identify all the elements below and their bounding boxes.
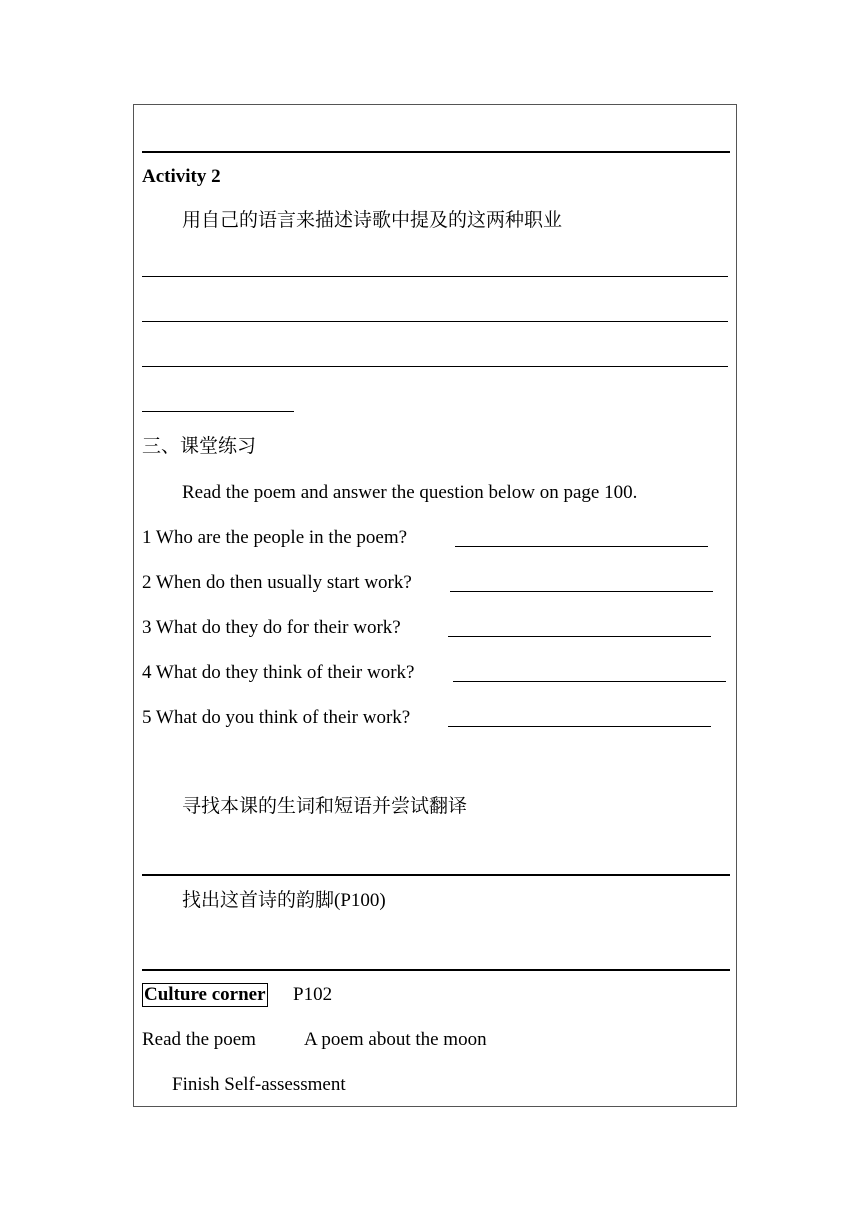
question-answer-line[interactable] (450, 591, 713, 592)
read-poem-label: Read the poem (142, 1029, 256, 1050)
culture-corner-title: Culture corner (144, 984, 266, 1005)
question-answer-line[interactable] (448, 636, 711, 637)
question-answer-line[interactable] (455, 546, 708, 547)
section-instruction: Read the poem and answer the question below on page 100. (182, 482, 638, 503)
section-divider (142, 151, 730, 153)
question-3: 3 What do they do for their work? (142, 617, 401, 638)
question-1: 1 Who are the people in the poem? (142, 527, 408, 548)
question-2: 2 When do then usually start work? (142, 572, 412, 593)
rhyme-task: 找出这首诗的韵脚(P100) (182, 890, 386, 911)
question-answer-line[interactable] (448, 726, 711, 727)
answer-line[interactable] (142, 321, 728, 322)
question-4: 4 What do they think of their work? (142, 662, 415, 683)
culture-page: P102 (293, 984, 333, 1005)
self-assessment-task: Finish Self-assessment (172, 1074, 346, 1095)
section-divider (142, 874, 730, 876)
section-heading: 三、课堂练习 (142, 436, 257, 457)
question-answer-line[interactable] (453, 681, 726, 682)
answer-line[interactable] (142, 366, 728, 367)
answer-line[interactable] (142, 411, 294, 412)
activity-instruction: 用自己的语言来描述诗歌中提及的这两种职业 (182, 210, 563, 231)
vocab-task: 寻找本课的生词和短语并尝试翻译 (182, 796, 468, 817)
activity-heading: Activity 2 (142, 166, 221, 187)
poem-title: A poem about the moon (304, 1029, 487, 1050)
section-divider (142, 969, 730, 971)
question-5: 5 What do you think of their work? (142, 707, 411, 728)
answer-line[interactable] (142, 276, 728, 277)
worksheet-frame (133, 104, 737, 1107)
